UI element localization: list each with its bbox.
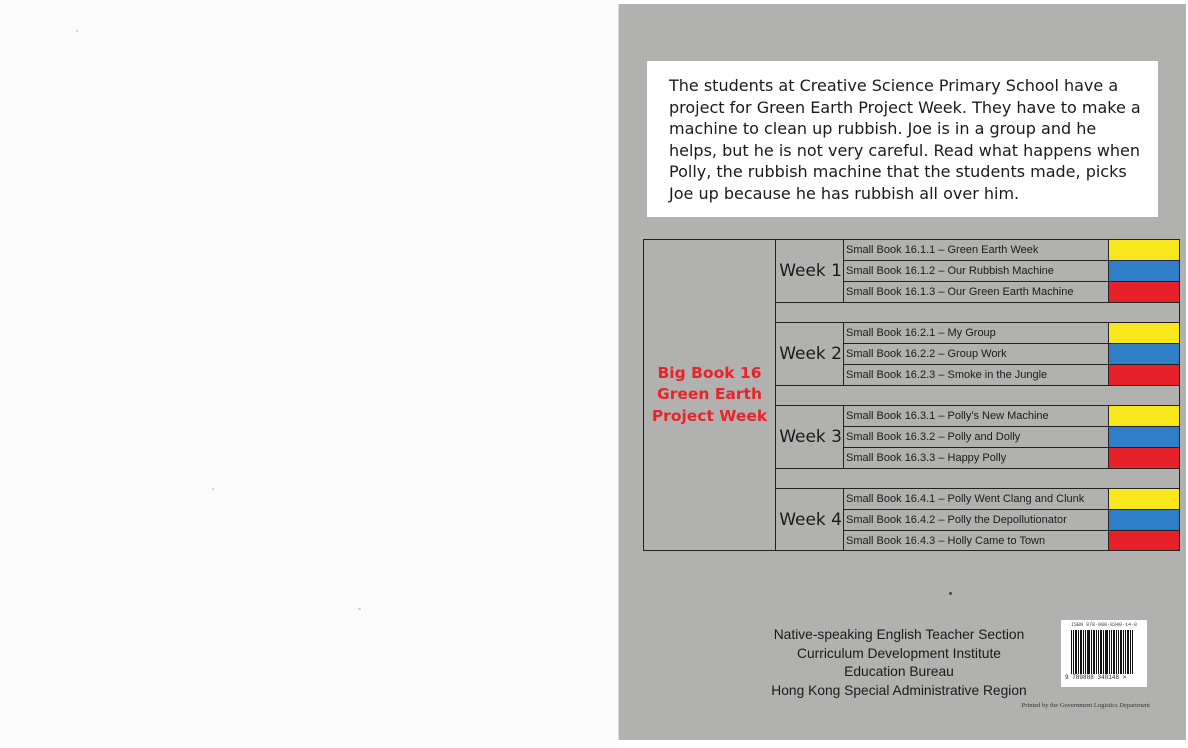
- book-title: Small Book 16.2.3 – Smoke in the Jungle: [844, 365, 1109, 386]
- book-row: [844, 531, 1179, 550]
- book-title: Small Book 16.2.1 – My Group: [844, 323, 1109, 344]
- barcode-digits: 9 789888 340148 >: [1065, 674, 1127, 681]
- big-book-title: [644, 240, 776, 550]
- row-divider: [776, 468, 1179, 469]
- book-row: [844, 406, 1179, 427]
- book-row: [844, 240, 1179, 261]
- row-divider: [776, 302, 1179, 303]
- book-row: [844, 489, 1179, 510]
- isbn-number: ISBN 978-988-8340-14-8: [1070, 622, 1137, 628]
- book-title: Small Book 16.3.3 – Happy Polly: [844, 448, 1109, 469]
- color-swatch-red: [1109, 531, 1179, 550]
- paper-speck: [358, 608, 361, 610]
- color-swatch-yellow: [1109, 323, 1179, 344]
- book-row: [844, 510, 1179, 531]
- book-title: Small Book 16.4.1 – Polly Went Clang and Clunk: [844, 489, 1109, 510]
- big-book-line: Project Week: [651, 406, 768, 425]
- color-swatch-blue: [1109, 510, 1179, 531]
- color-swatch-blue: [1109, 261, 1179, 282]
- book-row: [844, 365, 1179, 386]
- book-title: Small Book 16.1.2 – Our Rubbish Machine: [844, 261, 1109, 282]
- book-row: [844, 323, 1179, 344]
- paper-speck: [76, 30, 78, 32]
- row-divider: [776, 385, 1179, 386]
- color-swatch-blue: [1109, 344, 1179, 365]
- color-swatch-yellow: [1109, 240, 1179, 261]
- paper-speck: [212, 488, 214, 490]
- color-swatch-yellow: [1109, 489, 1179, 510]
- book-row: [844, 448, 1179, 469]
- color-swatch-yellow: [1109, 406, 1179, 427]
- book-title: Small Book 16.1.1 – Green Earth Week: [844, 240, 1109, 261]
- barcode-bars: [1071, 630, 1143, 674]
- book-title: Small Book 16.4.2 – Polly the Depollutionator: [844, 510, 1109, 531]
- week-label: Week 3: [776, 406, 844, 468]
- week-label: Week 1: [776, 240, 844, 302]
- color-swatch-blue: [1109, 427, 1179, 448]
- back-cover: [618, 4, 1186, 740]
- printer-credit: Printed by the Government Logistics Department: [1021, 702, 1150, 709]
- big-book-line: Green Earth: [657, 385, 762, 404]
- publisher-block: [769, 626, 1029, 700]
- publisher-line: Hong Kong Special Administrative Region: [771, 682, 1027, 698]
- dust-dot: [949, 592, 952, 595]
- book-row: [844, 427, 1179, 448]
- book-series-table: [643, 239, 1180, 551]
- big-book-line: Big Book 16: [657, 363, 762, 382]
- book-title: Small Book 16.3.1 – Polly's New Machine: [844, 406, 1109, 427]
- publisher-line: Education Bureau: [844, 664, 954, 679]
- book-row: [844, 282, 1179, 303]
- color-swatch-red: [1109, 282, 1179, 303]
- publisher-line: Curriculum Development Institute: [797, 645, 1001, 661]
- book-title: Small Book 16.3.2 – Polly and Dolly: [844, 427, 1109, 448]
- color-swatch-red: [1109, 448, 1179, 469]
- book-title: Small Book 16.1.3 – Our Green Earth Machine: [844, 282, 1109, 303]
- book-title: Small Book 16.4.3 – Holly Came to Town: [844, 531, 1109, 550]
- story-blurb: The students at Creative Science Primary School have a project for Green Earth Project Week. They have to make a machine to clean up rubbish. Joe is in a group and he helps, but he is not very careful. Read what happens when Polly, the rubbish machine that the students made, picks Joe up because he has rubbish all over him.: [647, 61, 1158, 217]
- book-title: Small Book 16.2.2 – Group Work: [844, 344, 1109, 365]
- week-label: Week 4: [776, 489, 844, 551]
- week-label: Week 2: [776, 323, 844, 385]
- book-row: [844, 344, 1179, 365]
- color-swatch-red: [1109, 365, 1179, 386]
- isbn-barcode: [1061, 620, 1147, 687]
- publisher-line: Native-speaking English Teacher Section: [773, 627, 1025, 642]
- book-row: [844, 261, 1179, 282]
